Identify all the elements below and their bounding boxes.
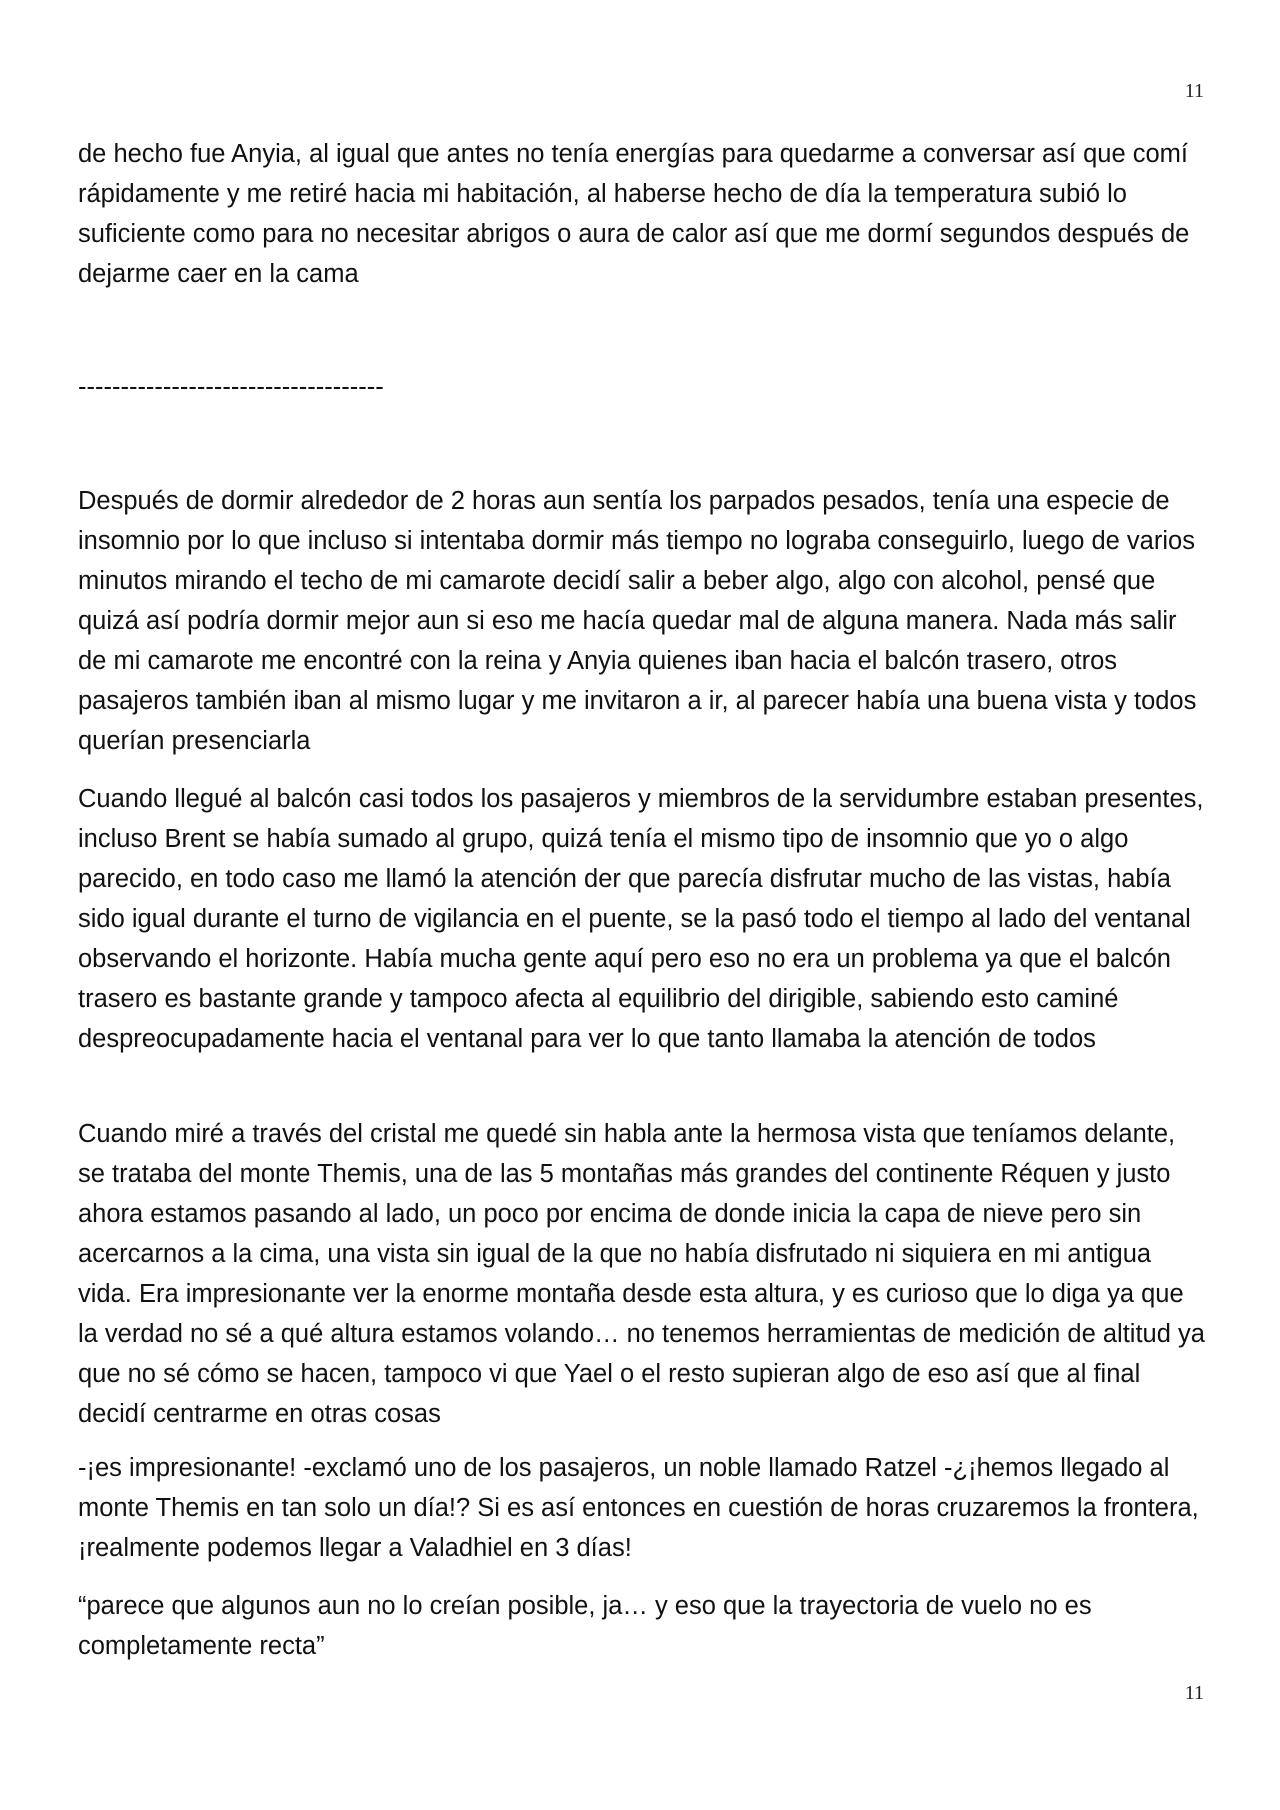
paragraph-5: “parece que algunos aun no lo creían posible, ja… y eso que la trayectoria de vuelo no es completamente recta”	[78, 1592, 1092, 1660]
page-number-top: 11	[1184, 80, 1204, 102]
paragraph-3: Cuando miré a través del cristal me quedé sin habla ante la hermosa vista que teníamos delante, se trataba del monte Themis, una de las 5 montañas más grandes del continente Réquen y justo ahora estamos pasando al lado, un poco por encima de donde inicia la capa de nieve pero sin acercarnos a la cima, una vista sin igual de la que no había disfrutado ni siquiera en mi antigua vida. Era impresionante ver la enorme montaña desde esta altura, y es curioso que lo diga ya que la verdad no sé a qué altura estamos volando… no tenemos herramientas de medición de altitud ya que no sé cómo se hacen, tampoco vi que Yael o el resto supieran algo de eso así que al final decidí centrarme en otras cosas	[78, 1120, 1205, 1428]
paragraph-intro: de hecho fue Anyia, al igual que antes no tenía energías para quedarme a conversar así que comí rápidamente y me retiré hacia mi habitación, al haberse hecho de día la temperatura subió lo suficiente como para no necesitar abrigos o aura de calor así que me dormí segundos después de dejarme caer en la cama	[78, 140, 1190, 288]
paragraph-4: -¡es impresionante! -exclamó uno de los pasajeros, un noble llamado Ratzel -¿¡hemos llegado al monte Themis en tan solo un día!? Si es así entonces en cuestión de horas cruzaremos la frontera, ¡realmente podemos llegar a Valadhiel en 3 días!	[78, 1454, 1199, 1562]
paragraph-2: Cuando llegué al balcón casi todos los pasajeros y miembros de la servidumbre estaban presentes, incluso Brent se había sumado al grupo, quizá tenía el mismo tipo de insomnio que yo o algo parecido, en todo caso me llamó la atención der que parecía disfrutar mucho de las vistas, había sido igual durante el turno de vigilancia en el puente, se la pasó todo el tiempo al lado del ventanal observando el horizonte. Había mucha gente aquí pero eso no era un problema ya que el balcón trasero es bastante grande y tampoco afecta al equilibrio del dirigible, sabiendo esto caminé despreocupadamente hacia el ventanal para ver lo que tanto llamaba la atención de todos	[78, 785, 1204, 1053]
section-separator: ------------------------------------	[78, 373, 384, 401]
paragraph-1: Después de dormir alrededor de 2 horas aun sentía los parpados pesados, tenía una especie de insomnio por lo que incluso si intentaba dormir más tiempo no lograba conseguirlo, luego de varios minutos mirando el techo de mi camarote decidí salir a beber algo, algo con alcohol, pensé que quizá así podría dormir mejor aun si eso me hacía quedar mal de alguna manera. Nada más salir de mi camarote me encontré con la reina y Anyia quienes iban hacia el balcón trasero, otros pasajeros también iban al mismo lugar y me invitaron a ir, al parecer había una buena vista y todos querían presenciarla	[78, 487, 1197, 755]
page-number-bottom: 11	[1184, 1682, 1204, 1704]
